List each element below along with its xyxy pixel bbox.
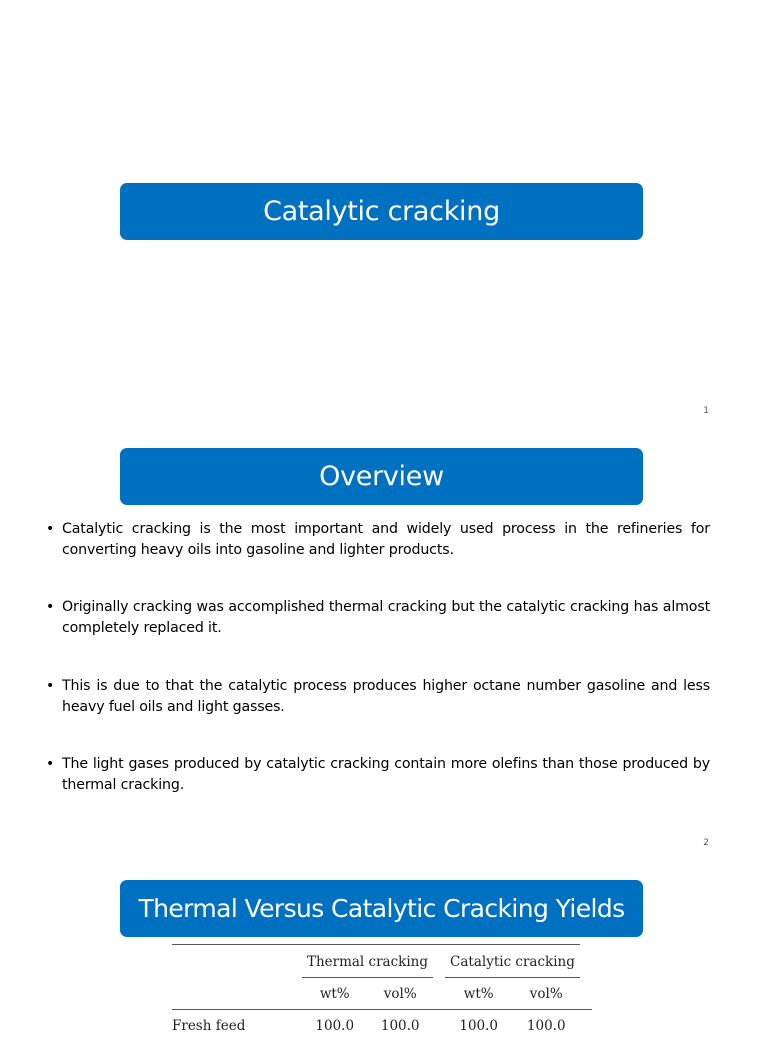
slide-title-banner: Overview <box>120 448 643 505</box>
group-header-catalytic: Catalytic cracking <box>445 946 580 978</box>
page-number: 2 <box>703 838 709 848</box>
column-header: wt% <box>445 978 513 1010</box>
table-sub-header-row <box>172 978 592 1010</box>
slide-overview <box>0 432 768 864</box>
bullet-icon: • <box>46 754 62 796</box>
column-header: vol% <box>512 978 580 1010</box>
table-cell: 100.0 <box>367 1010 432 1041</box>
bullet-icon: • <box>46 597 62 639</box>
table-cell: 100.0 <box>302 1010 367 1041</box>
table-corner-cell <box>172 946 302 978</box>
slide-title-banner: Catalytic cracking <box>120 183 643 240</box>
group-header-thermal: Thermal cracking <box>302 946 433 978</box>
list-item <box>46 519 710 561</box>
page-number: 1 <box>703 406 709 416</box>
bullet-text: Catalytic cracking is the most important and widely used process in the refineries for converting heavy oils into gasoline and lighter products. <box>62 519 710 561</box>
table-row <box>172 1010 592 1041</box>
bullet-text: The light gases produced by catalytic cracking contain more olefins than those produced by thermal cracking. <box>62 754 710 796</box>
bullet-icon: • <box>46 676 62 718</box>
yield-table <box>172 944 592 1041</box>
bullet-icon: • <box>46 519 62 561</box>
slide-title-banner: Thermal Versus Catalytic Cracking Yields <box>120 880 643 937</box>
slide-yields <box>0 864 768 1024</box>
bullet-text: Originally cracking was accomplished thermal cracking but the catalytic cracking has almost completely replaced it. <box>62 597 710 639</box>
list-item <box>46 676 710 718</box>
row-label: Fresh feed <box>172 1010 302 1041</box>
list-item <box>46 597 710 639</box>
column-header: wt% <box>302 978 367 1010</box>
table-cell: 100.0 <box>512 1010 580 1041</box>
bullet-text: This is due to that the catalytic process produces higher octane number gasoline and less heavy fuel oils and light gasses. <box>62 676 710 718</box>
column-header: vol% <box>367 978 432 1010</box>
table-cell: 100.0 <box>445 1010 513 1041</box>
list-item <box>46 754 710 796</box>
slide-title <box>0 0 768 432</box>
table-group-header-row <box>172 946 592 978</box>
